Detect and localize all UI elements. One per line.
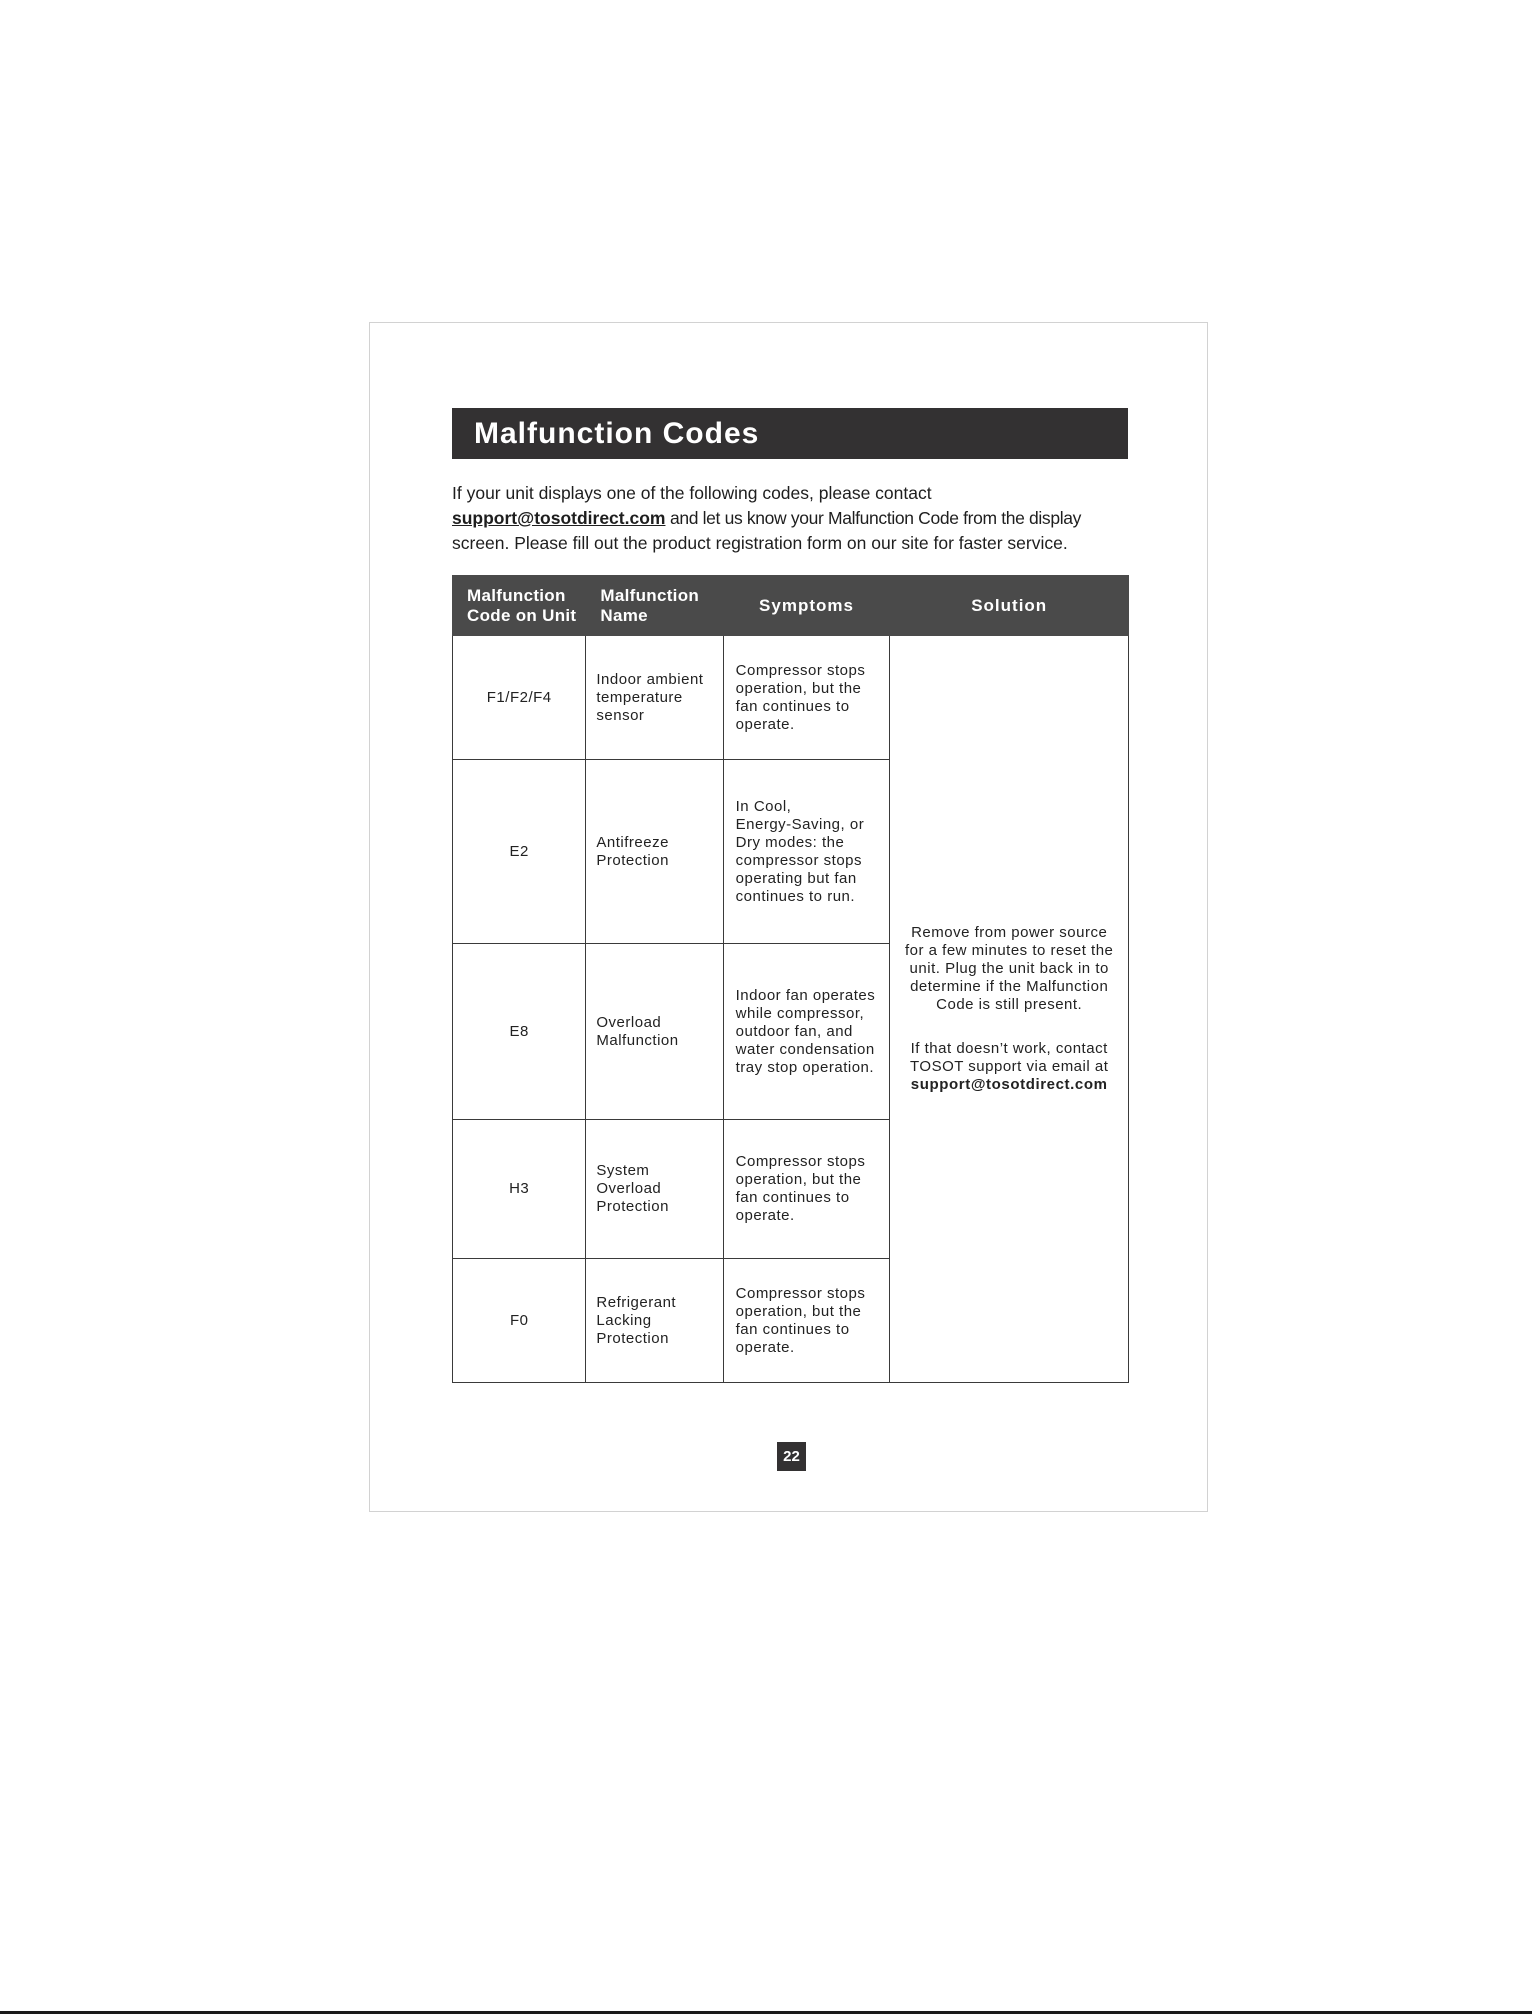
- table-row: [453, 636, 1129, 760]
- page-number: 22: [777, 1442, 806, 1471]
- solution-cell: [890, 636, 1129, 1383]
- solution-support-email[interactable]: support@tosotdirect.com: [910, 1076, 1108, 1093]
- code-cell: E8: [453, 944, 586, 1120]
- header-code: Malfunction Code on Unit: [453, 576, 586, 636]
- symptoms-cell: Compressor stops operation, but the fan continues to operate.: [723, 636, 890, 760]
- code-cell: E2: [453, 760, 586, 944]
- intro-paragraph: [452, 481, 1132, 556]
- solution-reset-text: Remove from power source for a few minutes to reset the unit. Plug the unit back in to determine if the Malfunction Code is still present.: [904, 924, 1114, 1013]
- solution-contact-text: If that doesn’t work, contact TOSOT support via email at support@tosotdirect.com: [902, 1040, 1116, 1094]
- header-name: Malfunction Name: [586, 576, 723, 636]
- code-cell: F1/F2/F4: [453, 636, 586, 760]
- symptoms-cell: Compressor stops operation, but the fan continues to operate.: [723, 1120, 890, 1259]
- intro-line-3: screen. Please fill out the product registration form on our site for faster service.: [452, 533, 1068, 553]
- page-title: Malfunction Codes: [452, 408, 1128, 459]
- malfunction-codes-table: [452, 575, 1129, 1383]
- name-cell: Indoor ambient temperature sensor: [586, 636, 723, 760]
- manual-page: [369, 322, 1208, 1512]
- code-cell: H3: [453, 1120, 586, 1259]
- support-email-link[interactable]: support@tosotdirect.com: [452, 508, 666, 528]
- name-cell: Refrigerant Lacking Protection: [586, 1259, 723, 1383]
- symptoms-cell: Compressor stops operation, but the fan continues to operate.: [723, 1259, 890, 1383]
- intro-line-1: If your unit displays one of the following codes, please contact: [452, 483, 932, 503]
- intro-line-2-text: and let us know your Malfunction Code from the display: [665, 508, 1082, 528]
- name-cell: Overload Malfunction: [586, 944, 723, 1120]
- header-solution: Solution: [890, 576, 1129, 636]
- symptoms-cell: Indoor fan operates while compressor, outdoor fan, and water condensation tray stop operation.: [723, 944, 890, 1120]
- name-cell: System Overload Protection: [586, 1120, 723, 1259]
- name-cell: Antifreeze Protection: [586, 760, 723, 944]
- intro-line-2: [452, 506, 1132, 531]
- symptoms-cell: In Cool, Energy-Saving, or Dry modes: the compressor stops operating but fan continues to run.: [723, 760, 890, 944]
- table-header-row: [453, 576, 1129, 636]
- code-cell: F0: [453, 1259, 586, 1383]
- header-symptoms: Symptoms: [723, 576, 890, 636]
